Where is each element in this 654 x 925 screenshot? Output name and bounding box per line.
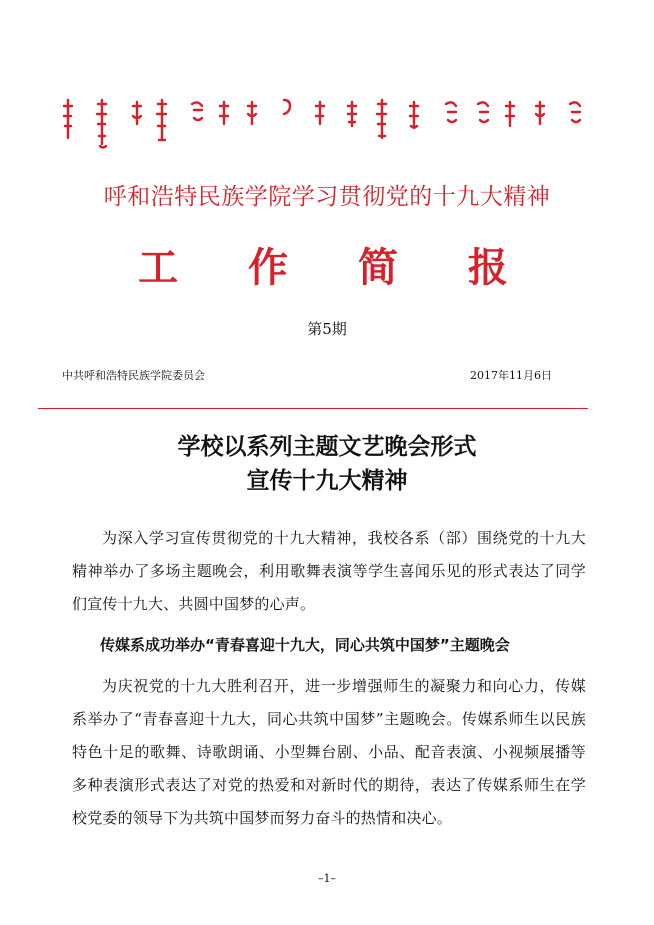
page-number: –1– xyxy=(318,872,336,885)
header-divider xyxy=(38,408,588,409)
paragraph-media-dept: 为庆祝党的十九大胜利召开，进一步增强师生的凝聚力和向心力，传媒系举办了“青春喜迎十九大，同心共筑中国梦”主题晚会。传媒系师生以民族特色十足的歌舞、诗歌朗诵、小型舞台剧、小品、配音表演、小视频展播等多种表演形式表达了对党的热爱和对新时代的期待，表达了传媒系师生在学校党委的领导下为共筑中国梦而努力奋斗的热情和决心。 xyxy=(72,677,586,827)
mongolian-script-logo xyxy=(62,96,602,156)
article-headline xyxy=(0,430,654,498)
paragraph-intro: 为深入学习宣传贯彻党的十九大精神，我校各系（部）围绕党的十九大精神举办了多场主题晚会，利用歌舞表演等学生喜闻乐见的形式表达了同学们宣传十九大、共圆中国梦的心声。 xyxy=(72,529,586,613)
institution-subtitle: 呼和浩特民族学院学习贯彻党的十九大精神 xyxy=(103,184,551,210)
publish-date: 2017年11月6日 xyxy=(470,369,552,382)
mongolian-script-header xyxy=(62,96,602,156)
bulletin-title: 工 作 简 报 xyxy=(138,245,536,291)
headline-line-1: 学校以系列主题文艺晚会形式 xyxy=(177,433,477,460)
section-heading: 传媒系成功举办“青春喜迎十九大，同心共筑中国梦”主题晚会 xyxy=(100,636,510,654)
headline-line-2: 宣传十九大精神 xyxy=(246,467,408,494)
issue-number: 第5期 xyxy=(307,320,347,338)
publisher: 中共呼和浩特民族学院委员会 xyxy=(62,369,205,382)
